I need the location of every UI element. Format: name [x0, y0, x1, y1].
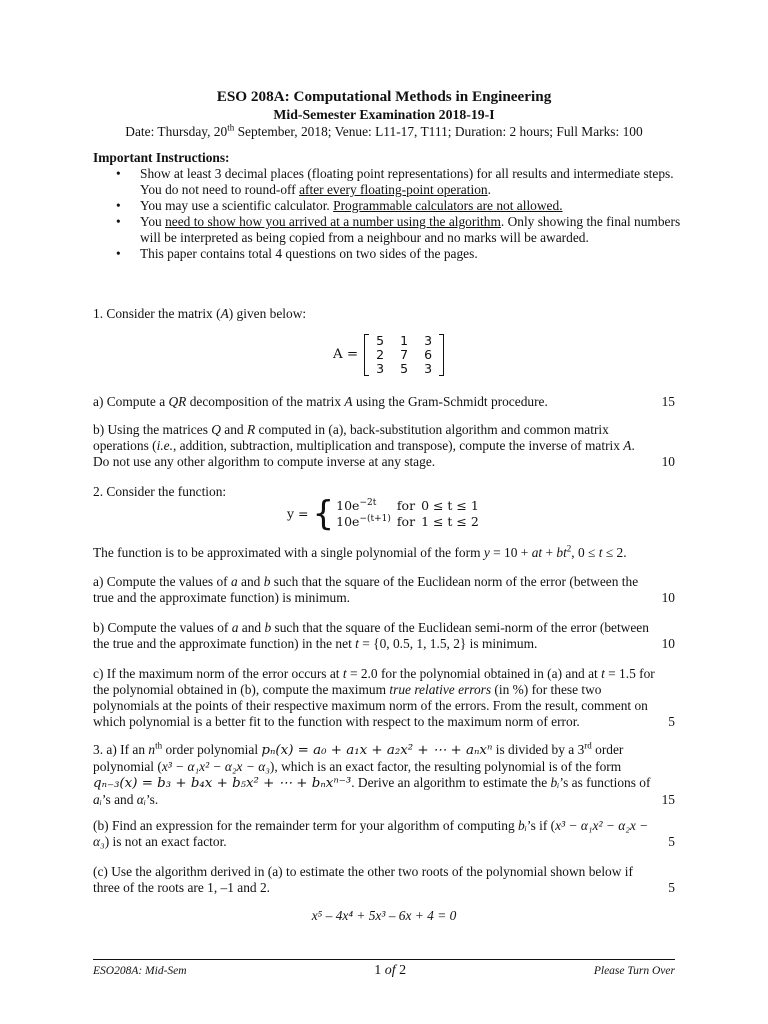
matrix-cell: 6	[424, 347, 433, 362]
matrix-cell: 1	[400, 333, 409, 348]
marks-q2a: 10	[661, 590, 675, 605]
instructions-heading: Important Instructions:	[93, 150, 230, 165]
q2-intro: 2. Consider the function:	[93, 484, 227, 499]
marks-q2c: 5	[668, 714, 675, 729]
instructions	[93, 150, 693, 262]
brace-icon: {	[312, 494, 335, 534]
y-label: y =	[287, 506, 309, 521]
marks-q3c: 5	[668, 880, 675, 895]
matrix-cell: 3	[424, 361, 433, 376]
q1-part-b: b) Using the matrices Q and R computed in (a), back-substitution algorithm and common matrix operations (i.e., addition, subtraction, multiplication and transpose), compute the inverse of matrix A. Do not use any other algorithm to compute inverse at any stage. 10	[93, 422, 675, 469]
q3-part-c: (c) Use the algorithm derived in (a) to estimate the other two roots of the polynomial shown below if three of the roots are 1, –1 and 2. 5	[93, 864, 675, 895]
footer-left: ESO208A: Mid-Sem	[93, 965, 187, 977]
matrix-label: A =	[333, 347, 359, 362]
footer-divider	[93, 959, 675, 960]
exam-title: ESO 208A: Computational Methods in Engineering	[216, 88, 552, 105]
exam-subtitle: Mid-Semester Examination 2018-19-I	[273, 107, 495, 122]
q3-part-b: (b) Find an expression for the remainder term for your algorithm of computing bᵢ’s if (x³ − α₁x² − α₂x − α₃) is not an exact factor. 5	[93, 818, 675, 849]
exam-header	[0, 88, 768, 140]
instructions-list	[93, 166, 693, 262]
instruction-item: • This paper contains total 4 questions on two sides of the pages.	[140, 246, 693, 262]
q3-part-a: 3. a) If an $n^{th}$ order polynomial pₙ(x) = a₀ + a₁x + a₂x² + ⋯ + aₙxⁿ is divided by a 3rd order polynomial (x³ − α₁x² − α₂x − α₃), which is an exact factor, the resulting polynomial is of the form qₙ₋₃(x) = b₃ + b₄x + b₅x² + ⋯ + bₙxⁿ⁻³. Derive an algorithm to estimate the bᵢ’s as functions of aᵢ’s and αᵢ’s. 15	[93, 740, 675, 807]
matrix-cell: 5	[376, 333, 385, 348]
matrix-cell: 7	[400, 347, 409, 362]
q1-intro: 1. Consider the matrix (A) given below:	[93, 306, 307, 321]
instruction-item: • Show at least 3 decimal places (floating point representations) for all results and intermediate steps. You do not need to round-off after every floating-point operation.	[140, 166, 693, 198]
matrix-cell: 5	[400, 361, 409, 376]
matrix-a	[333, 334, 444, 376]
matrix-cell: 2	[376, 347, 385, 362]
page-number: 1 of 2	[374, 963, 407, 978]
matrix-cell: 3	[424, 333, 433, 348]
matrix-cell: 3	[376, 361, 385, 376]
polynomial-equation: x⁵ – 4x⁴ + 5x³ – 6x + 4 = 0	[311, 908, 457, 923]
marks-q1b: 10	[661, 454, 675, 469]
page-footer	[93, 963, 675, 979]
q1-part-a: a) Compute a QR decomposition of the matrix A using the Gram-Schmidt procedure. 15	[93, 394, 675, 409]
marks-q2b: 10	[661, 636, 675, 651]
piecewise-cases: $10e^{-2t}$ for 0 ≤ t ≤ 1 $10e^{-(t+1)}$ for 1 ≤ t ≤ 2	[336, 497, 479, 529]
exam-details: Date: Thursday, 20th September, 2018; Venue: L11-17, T111; Duration: 2 hours; Full Marks: 100	[125, 122, 643, 139]
marks-q3a: 15	[661, 792, 675, 807]
instruction-item: • You need to show how you arrived at a number using the algorithm. Only showing the final numbers will be interpreted as being copied from a neighbour and no marks will be awarded.	[140, 214, 693, 246]
q2-part-b: b) Compute the values of a and b such that the square of the Euclidean semi-norm of the error (between the true and the approximate function) in the net t = {0, 0.5, 1, 1.5, 2} is minimum. 10	[93, 620, 675, 651]
q2-part-a: a) Compute the values of a and b such that the square of the Euclidean norm of the error (between the true and the approximate function) is minimum. 10	[93, 574, 675, 605]
marks-q3b: 5	[668, 834, 675, 849]
instruction-item: • You may use a scientific calculator. Programmable calculators are not allowed.	[140, 198, 693, 214]
q2-approx: The function is to be approximated with a single polynomial of the form y = 10 + at + $bt^2$, 0 ≤ t ≤ 2.	[93, 543, 627, 560]
footer-right: Please Turn Over	[593, 965, 675, 977]
q2-part-c: c) If the maximum norm of the error occurs at t = 2.0 for the polynomial obtained in (a) and at t = 1.5 for the polynomial obtained in (b), compute the maximum true relative errors (in %) for these two polynomials at the points of their respective maximum norm of the errors. From the result, comment on which polynomial is a better fit to the function with respect to the maximum norm of error. 5	[93, 666, 675, 729]
matrix-body	[364, 334, 444, 376]
piecewise-function	[287, 494, 485, 534]
marks-q1a: 15	[661, 394, 675, 409]
